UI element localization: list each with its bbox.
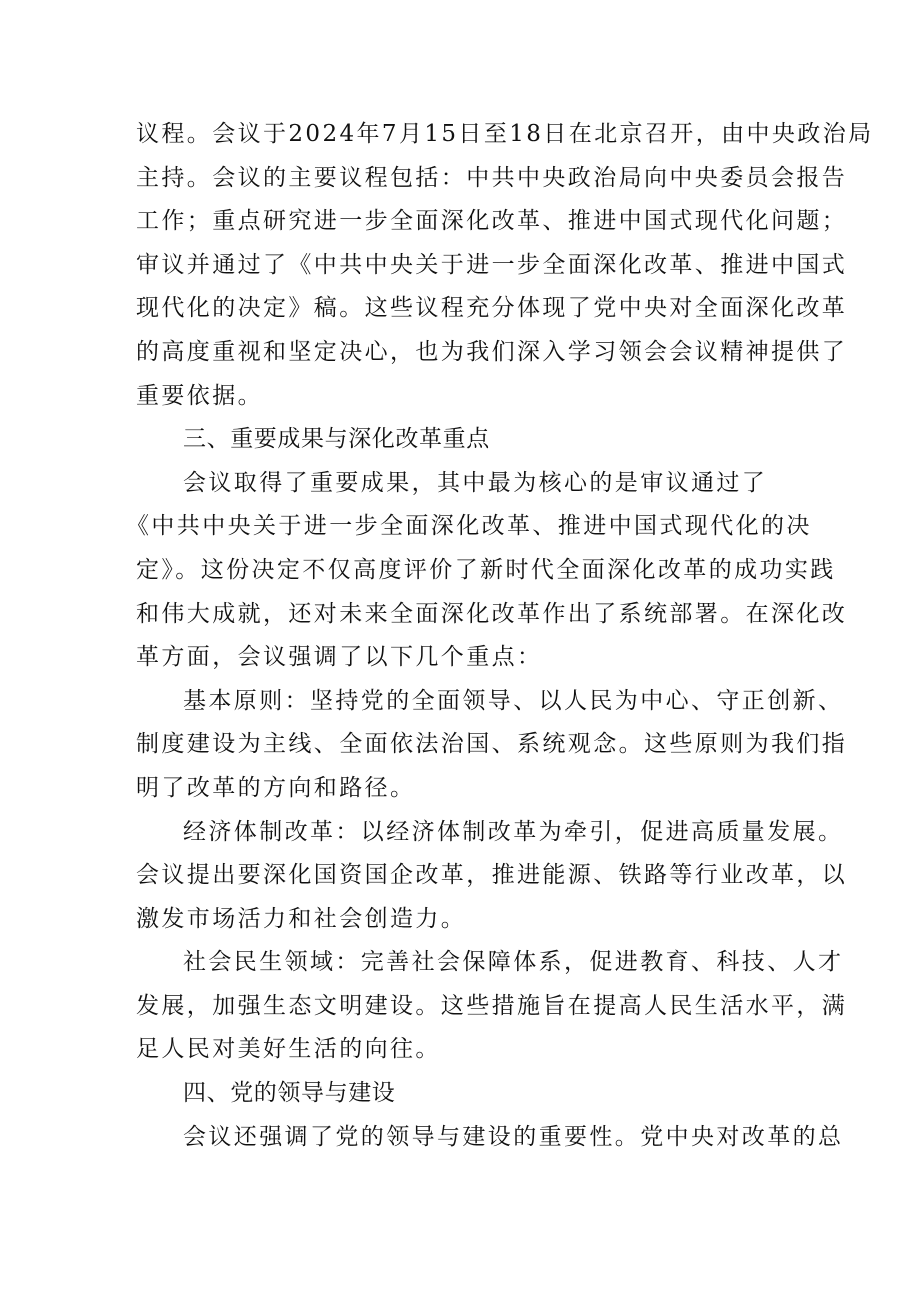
section-3-heading: 三、重要成果与深化改革重点 [183,426,490,453]
text-line: 发展，加强生态文明建设。这些措施旨在提高人民生活水平，满 [136,992,848,1019]
text-line: 激发市场活力和社会创造力。 [136,905,467,932]
text-line: 会议提出要深化国资国企改革，推进能源、铁路等行业改革，以 [136,862,848,889]
text-line: 明了改革的方向和路径。 [136,774,416,801]
text-line: 主持。会议的主要议程包括：中共中央政治局向中央委员会报告 [136,164,848,191]
text-line: 会议取得了重要成果，其中最为核心的是审议通过了 [183,469,768,496]
text-line: 的高度重视和坚定决心，也为我们深入学习领会会议精神提供了 [136,338,848,365]
text-line: 议程。会议于2024年7月15日至18日在北京召开，由中央政治局 [136,121,874,147]
text-line: 重要依据。 [136,382,263,409]
section-4-heading: 四、党的领导与建设 [183,1080,396,1107]
continuation-paragraph [136,113,874,418]
principles-paragraph [136,680,848,811]
text-line: 和伟大成就，还对未来全面深化改革作出了系统部署。在深化改 [136,600,848,627]
text-line: 定》。这份决定不仅高度评价了新时代全面深化改革的成功实践 [136,556,836,583]
text-line: 制度建设为主线、全面依法治国、系统观念。这些原则为我们指 [136,731,848,758]
text-line: 工作；重点研究进一步全面深化改革、推进中国式现代化问题； [136,208,848,235]
text-line: 社会民生领域：完善社会保障体系，促进教育、科技、人才 [183,949,844,976]
economy-paragraph [136,811,848,942]
section-3-intro-paragraph [126,462,848,680]
text-line: 审议并通过了《中共中央关于进一步全面深化改革、推进中国式 [136,251,848,278]
text-line: 革方面，会议强调了以下几个重点： [136,644,543,671]
document-body [126,113,874,1159]
text-line: 现代化的决定》稿。这些议程充分体现了党中央对全面深化改革 [136,295,848,322]
text-line: 基本原则：坚持党的全面领导、以人民为中心、守正创新、 [183,687,844,714]
text-line: 会议还强调了党的领导与建设的重要性。党中央对改革的总 [183,1123,844,1150]
section-4-intro-paragraph [136,1116,844,1160]
text-line: 足人民对美好生活的向往。 [136,1036,441,1063]
text-line: 经济体制改革：以经济体制改革为牵引，促进高质量发展。 [183,818,844,845]
text-line: 《中共中央关于进一步全面深化改革、推进中国式现代化的决 [126,513,812,540]
livelihood-paragraph [136,941,848,1072]
